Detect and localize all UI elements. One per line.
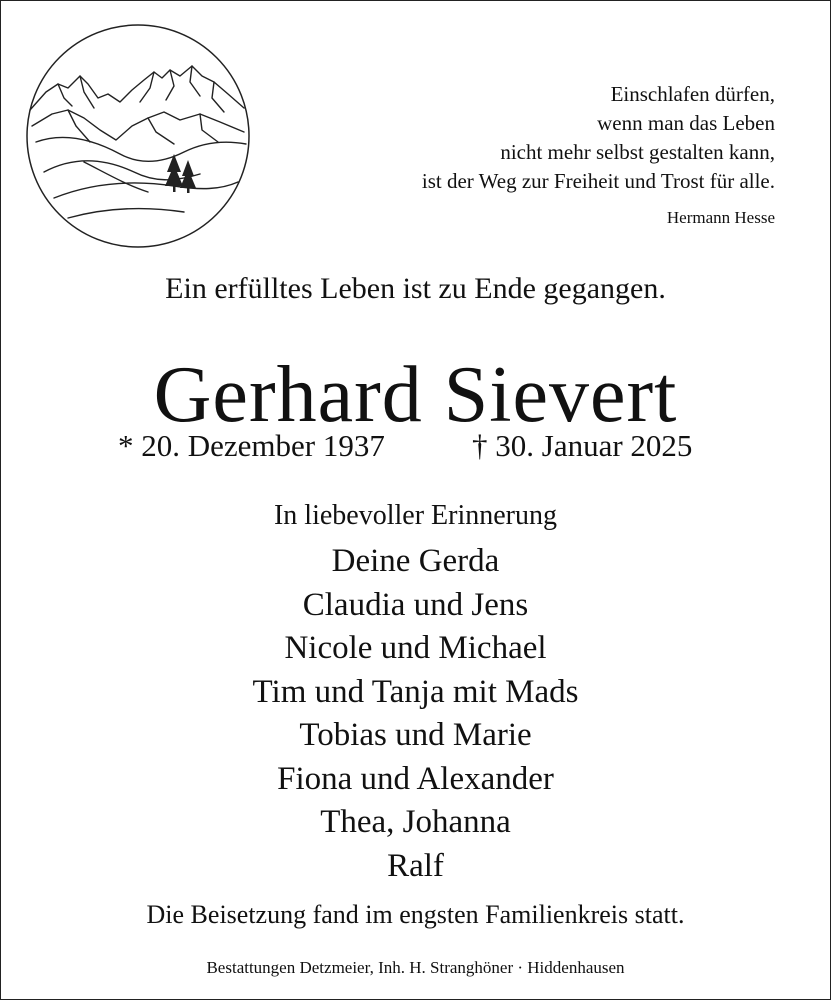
mourners-list xyxy=(0,540,831,888)
mourner-entry: Tim und Tanja mit Mads xyxy=(252,673,579,710)
quote-author: Hermann Hesse xyxy=(666,208,775,227)
mourner-entry: Thea, Johanna xyxy=(320,804,511,840)
mourner-entry: Nicole und Michael xyxy=(284,630,547,666)
mourner-entry: Fiona und Alexander xyxy=(277,760,554,797)
undertaker-credit: Bestattungen Detzmeier, Inh. H. Stranghöner · Hiddenhausen xyxy=(206,958,625,977)
mourner-entry: Deine Gerda xyxy=(331,543,500,579)
deceased-name: Gerhard Sievert xyxy=(153,351,678,439)
quote-line: wenn man das Leben xyxy=(597,111,775,135)
burial-note: Die Beisetzung fand im engsten Familienkreis statt. xyxy=(146,900,685,929)
memory-heading: In liebevoller Erinnerung xyxy=(273,500,557,531)
poem-quote xyxy=(422,80,775,196)
mourner-entry: Claudia und Jens xyxy=(302,586,529,623)
mourner-entry: Ralf xyxy=(387,847,444,884)
quote-line: ist der Weg zur Freiheit und Trost für alle. xyxy=(421,169,775,193)
mourner-entry: Tobias und Marie xyxy=(299,717,532,753)
quote-line: nicht mehr selbst gestalten kann, xyxy=(500,140,775,164)
mountain-landscape-icon xyxy=(24,22,252,250)
birth-date: * 20. Dezember 1937 xyxy=(118,428,385,463)
quote-line: Einschlafen dürfen, xyxy=(610,82,775,106)
intro-line: Ein erfülltes Leben ist zu Ende gegangen. xyxy=(165,272,666,305)
death-date: † 30. Januar 2025 xyxy=(472,428,693,463)
